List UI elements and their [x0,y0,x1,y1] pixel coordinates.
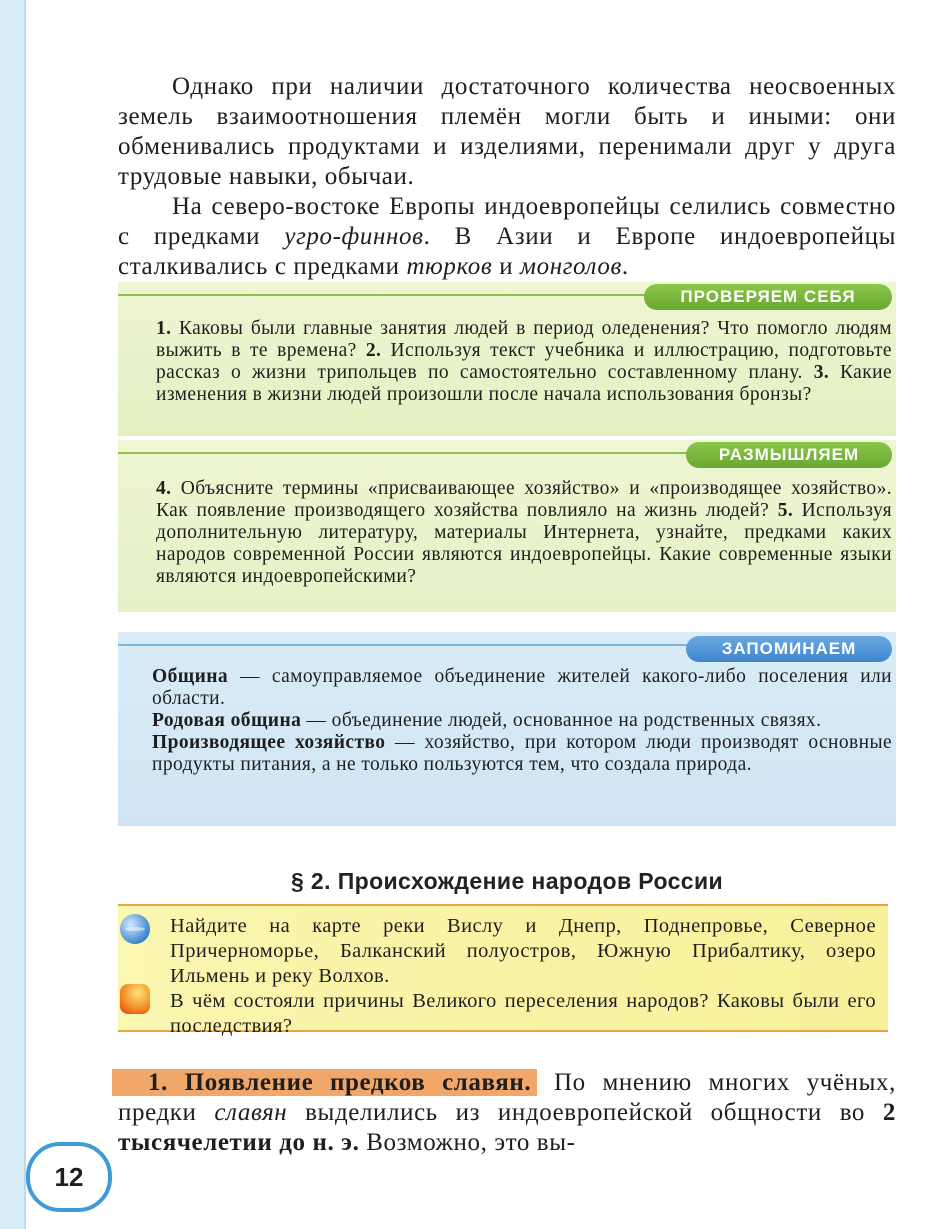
definition-term: Производящее хозяйство [152,732,386,753]
question-number: 4. [156,478,172,499]
question-1: Каковы были главные занятия людей в период оледенения? Что помогло людям выжить в те времена? [156,318,892,361]
question-number: 2. [365,340,382,361]
question-3: Какие изменения в жизни людей произошли после начала использования бронзы? [156,362,892,405]
intro-paragraph-1: Однако при наличии достаточного количества неосвоенных земель взаимоотношения племён могли быть и иными: они обменивались продуктами и изделиями, перенимали друг у друга трудовые навыки, обычаи. [118,73,896,190]
task-text [170,914,876,1039]
subsection-text [118,1068,896,1158]
section-title: § 2. Происхождение народов России [290,868,724,894]
globe-icon [120,914,150,944]
question-number: 1. [156,318,172,339]
question-number: 5. [777,500,794,521]
question-2: Используя текст учебника и иллюстрацию, подготовьте рассказ о жизни трипольцев по самостоятельно составленному плану. [156,340,892,383]
question-number: 3. [813,362,830,383]
page-margin-strip [0,0,24,1229]
page-margin-edge [24,0,26,1229]
task-question: В чём состояли причины Великого переселения народов? Каковы были его последствия? [170,990,876,1037]
subsection-paragraph [118,1068,896,1158]
definition-term: Община [152,666,229,687]
check-yourself-box [118,282,896,436]
reflect-questions [156,478,892,588]
subsection-heading: 1. Появление предков славян. [112,1069,537,1096]
page-number: 12 [26,1142,112,1212]
definition-text: — хозяйство, при котором люди производят основные продукты питания, а не только пользуются тем, что создала природа. [152,732,892,775]
remember-box [118,632,896,826]
definition-term: Родовая община [152,710,302,731]
text-span: . В Азии и Европе индоевропейцы сталкивались с предками [118,223,897,280]
task-box [118,904,888,1037]
text-span: На северо-востоке Европы индоевропейцы селились совместно с предками [118,193,896,250]
reflect-label: РАЗМЫШЛЯЕМ [686,442,892,468]
term-ugro-finns: угро-финнов [284,223,424,250]
definition-text: — объединение людей, основанное на родственных связях. [301,710,822,731]
term-turks: тюрков [406,253,493,280]
text-span: и [492,253,521,280]
remember-definitions [152,666,892,776]
check-yourself-questions [156,318,892,406]
text-span: Возможно, это вы- [359,1129,576,1156]
intro-paragraph-2 [118,192,896,282]
text-span: По мнению многих учёных, предки [118,1069,897,1126]
question-icon [120,984,150,1014]
definition-clan-community [152,710,892,732]
text-span: . [621,253,629,280]
question-5: Используя дополнительную литературу, материалы Интернета, узнайте, предками каких народов современной России являются индоевропейцы. Какие современные языки являются индоевропейскими? [156,500,892,587]
map-task: Найдите на карте реки Вислу и Днепр, Поднепровье, Северное Причерноморье, Балканский полуостров, Южную Прибалтику, озеро Ильмень и реку Волхов. [170,915,876,987]
text-span: выделились из индоевропейской общности во [287,1099,883,1126]
definition-producing-economy [152,732,892,776]
term-mongols: монголов [520,253,622,280]
term-millennium: 2 тысячелетии до н. э. [118,1099,896,1156]
question-4: Объясните термины «присваивающее хозяйство» и «производящее хозяйство». Как появление производящего хозяйства повлияло на жизнь людей? [156,478,892,521]
term-slavs: славян [214,1099,288,1126]
intro-text [118,72,896,282]
check-yourself-label: ПРОВЕРЯЕМ СЕБЯ [644,284,892,310]
reflect-box [118,440,896,612]
definition-text: — самоуправляемое объединение жителей какого-либо поселения или области. [152,666,892,709]
definition-community [152,666,892,710]
remember-label: ЗАПОМИНАЕМ [686,636,892,662]
